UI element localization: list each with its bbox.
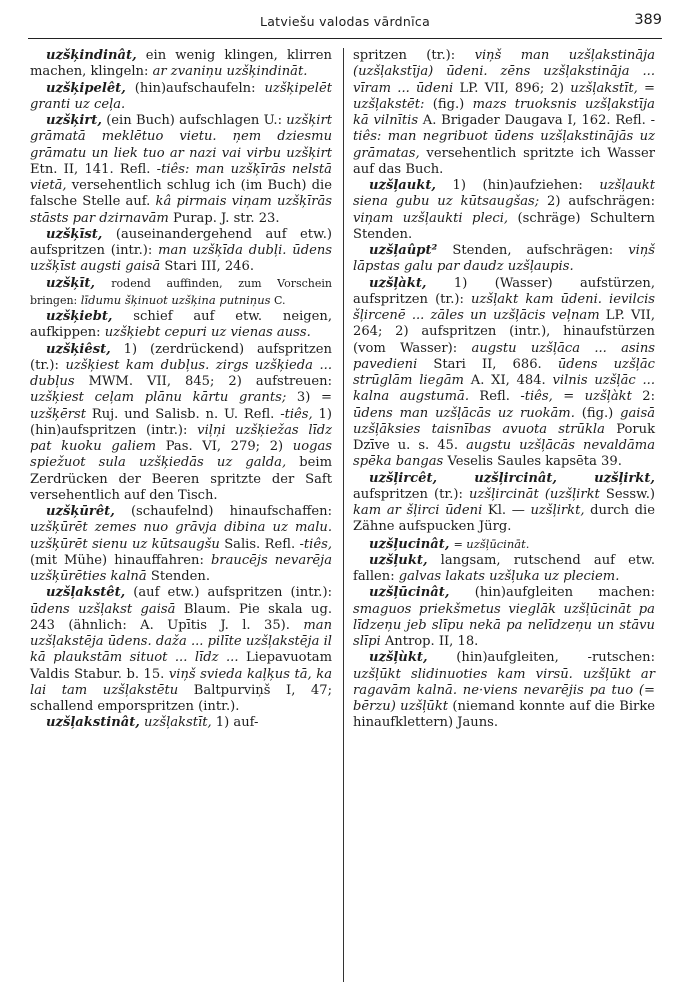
entry-gloss: Baltpurviņš I, 47; schallend emporspritzen (intr.).: [30, 682, 332, 714]
entry-headword: uzšļaukt,: [369, 178, 436, 193]
header-rule: [28, 38, 662, 39]
entry-headword: uzšļukt,: [369, 552, 428, 568]
entry-example: uzšķūrēt zemes nuo grāvja dibina uz malu. uzšķūrēt sienu uz kūtsaugšu: [30, 520, 332, 552]
entry-example: uzšķiest ceļam plānu kārtu grants;: [30, 390, 287, 406]
entry-gloss: 2:: [631, 389, 656, 405]
dictionary-entry: [30, 342, 332, 505]
entry-gloss: (hin)aufschaufeln:: [134, 80, 265, 96]
entry-example: galvas lakats uzšļuka uz pleciem.: [398, 569, 620, 584]
entry-gloss: Stenden.: [146, 569, 210, 584]
entry-gloss: Veselis Saules kapsēta 39.: [443, 454, 622, 470]
dictionary-entry: [30, 113, 332, 227]
entry-headword: uzšļircêt, uzšļircinât, uzšļirkt,: [369, 470, 655, 486]
entry-example: smaguos priekšmetus vieglāk uzšļūcināt pa līdzeņu jeb slīpu nekā pa nelīdzeņu un stāvu slīpi: [353, 601, 655, 649]
entry-example: man uzšķīda dubļi. ūdens uzšķīst augsti gaisā: [30, 243, 332, 275]
entry-gloss: beim Zerdrücken der Beeren spritzte der Saft versehentlich auf den Tisch.: [30, 455, 332, 503]
entry-gloss: versehentlich schlug ich (im Buch) die falsche Stelle auf.: [30, 178, 332, 210]
entry-example: uzšļàkt: [584, 389, 632, 405]
dictionary-entry: [353, 650, 655, 731]
entry-gloss: Refl.: [469, 389, 521, 405]
entry-gloss: Stari III, 246.: [160, 259, 254, 275]
entry-example: viņam uzšļaukti pleci,: [353, 210, 509, 226]
entry-example: kam ar šļirci ūdeni: [353, 503, 483, 518]
entry-headword: uzšķiebt,: [46, 309, 113, 324]
entry-example: uzšķipelēt granti uz ceļa.: [30, 80, 332, 112]
dictionary-entry: [30, 276, 332, 310]
dictionary-entry: [353, 553, 655, 586]
entry-gloss: Kl. —: [482, 503, 531, 518]
entry-gloss: 1) (zerdrückend) aufspritzen (tr.):: [30, 341, 332, 373]
entry-gloss: MWM. VII, 845; 2) aufstreuen:: [74, 374, 332, 389]
entry-example: gaisā uzšļāksies taisnības avuota strūkla: [353, 405, 655, 437]
entry-gloss: versehentlich spritzte ich Wasser auf das Buch.: [353, 145, 655, 177]
entry-headword: uzšķipelêt,: [46, 80, 126, 96]
entry-headword: uzšķirt,: [46, 113, 102, 128]
right-column: [353, 48, 655, 732]
entry-headword: uzšļūcinât,: [369, 585, 450, 601]
entry-gloss: (mit Mühe) hinauffahren:: [30, 552, 211, 568]
dictionary-entry: [353, 536, 655, 553]
dictionary-entry: [353, 178, 655, 243]
dictionary-entry: [30, 309, 332, 342]
entry-gloss: (hin)aufgleiten machen:: [474, 585, 655, 601]
entry-gloss: =: [453, 537, 467, 551]
entry-example: viļņi uzšķiežas līdz pat kuoku galiem: [30, 422, 332, 454]
entry-example: -tiês,: [520, 389, 553, 405]
dictionary-entry: [353, 471, 655, 536]
entry-example: viņš svieda kaļķus tā, ka lai tam uzšļakstētu: [30, 666, 332, 698]
page-header: [28, 12, 662, 34]
entry-gloss: LP. VII, 896; 2): [453, 80, 571, 96]
entry-gloss: rodend auffinden, zum Vorschein bringen:: [30, 276, 332, 307]
entry-example: uzšļūkt slidinuoties kam virsū. uzšļūkt ar ragavām kalnā. ne·viens nevarējis pa tuo (= bērzu) uzšļūkt: [353, 666, 655, 714]
entry-gloss: 1) (hin)aufspritzen (intr.):: [30, 406, 332, 438]
entry-gloss: A. Brigader Daugava I, 162. Refl.: [418, 113, 651, 128]
entry-gloss: =: [637, 80, 656, 96]
entry-gloss: (schräge) Schultern Stenden.: [353, 210, 655, 242]
entry-gloss: C.: [270, 293, 286, 307]
entry-gloss: =: [552, 389, 585, 405]
entry-headword: uzšļàkt,: [369, 275, 427, 291]
entry-headword: uzšķīt,: [46, 275, 95, 291]
entry-gloss: Purap. J. str. 23.: [168, 210, 280, 226]
dictionary-entry: [353, 585, 655, 650]
entry-example: ūdens uzšļāc strūglām liegām: [353, 356, 656, 388]
running-title: Latviešu valodas vārdnīca: [259, 14, 431, 29]
entry-gloss: LP. VII, 264; 2) aufspritzen (intr.), hinaufstürzen (vom Wasser):: [353, 308, 655, 356]
entry-example: augstu uzšļāca ... asins pavedieni: [353, 340, 655, 372]
entry-gloss: Stenden, aufschrägen:: [452, 243, 629, 258]
dictionary-entry: [30, 227, 332, 276]
entry-example: uzšļaukt siena gubu uz kūtsaugšas;: [353, 178, 655, 210]
entry-gloss: 2) aufschrägen:: [539, 194, 655, 210]
entry-gloss: (auseinandergehend auf etw.) aufspritzen (intr.):: [30, 226, 332, 258]
entry-gloss: aufspritzen (tr.):: [353, 486, 470, 502]
entry-example: mazs truoksnis uzšļakstīja kā vilnītis: [353, 96, 655, 128]
entry-headword: uzšļaûpt²: [369, 243, 438, 258]
entry-example: uogas spiežuot sula uzšķiedās uz galda,: [30, 439, 332, 471]
entry-gloss: Stari II, 686.: [417, 356, 558, 372]
entry-gloss: schief auf etw. neigen, aufkippen:: [30, 309, 332, 341]
entry-example: uzšļūcināt.: [466, 536, 530, 551]
entry-example: uzšķirt grāmatā meklētuo vietu. ņem dziesmu grāmatu un liek tuo ar nazi vai virbu uzšķirt: [30, 113, 332, 161]
dictionary-entry: [30, 504, 332, 585]
entry-headword: uzšķindinât,: [46, 48, 137, 63]
entry-example: uzšķiest kam dubļus. zirgs uzšķieda ... dubļus: [30, 357, 332, 389]
entry-example: -tiês,: [299, 536, 332, 552]
entry-example: braucējs nevarēja uzšķūrēties kalnā: [30, 552, 333, 584]
entry-gloss: ein wenig klingen, klirren machen, klingeln:: [30, 48, 332, 80]
entry-headword: uzšļakstêt,: [46, 585, 126, 601]
entry-gloss: Antrop. II, 18.: [380, 634, 479, 649]
entry-gloss: (auf etw.) aufspritzen (intr.):: [133, 585, 332, 601]
entry-gloss: spritzen (tr.):: [353, 48, 475, 63]
entry-example: uzšļircināt (uzšļirkt: [469, 486, 600, 502]
entry-gloss: durch die Zähne aufspucken Jürg.: [353, 503, 655, 535]
entry-gloss: (niemand konnte auf die Birke hinaufklettern) Jauns.: [353, 699, 656, 731]
entry-example: ūdens uzšļakst gaisā: [30, 601, 176, 617]
entry-example: kâ pirmais viņam uzšķīrās stāsts par dzirnavām: [30, 194, 332, 226]
entry-gloss: Pas. VI, 279; 2): [156, 439, 293, 454]
page-number: 389: [634, 12, 662, 28]
dictionary-entry: [353, 243, 655, 276]
entry-gloss: 3) =: [286, 390, 332, 406]
entry-gloss: (ein Buch) aufschlagen U.:: [106, 113, 287, 128]
entry-gloss: A. XI, 484.: [463, 373, 553, 388]
entry-gloss: langsam, rutschend auf etw. fallen:: [353, 552, 655, 584]
entry-gloss: Salis. Refl.: [219, 536, 300, 552]
entry-example: uzšļirkt,: [530, 503, 585, 518]
entry-example: uzšķiebt cepuri uz vienas auss.: [104, 325, 311, 341]
entry-gloss: Liepavuotam Valdis Stabur. b. 15.: [30, 650, 333, 682]
entry-example: augstu uzšļācās nevaldāma spēka bangas: [353, 438, 655, 470]
entry-example: uzšķērst: [30, 406, 86, 422]
entry-headword: uzšļùkt,: [369, 650, 428, 666]
dictionary-entry: [30, 715, 332, 731]
entry-example: -tiês: man uzšķīrās nelstā vietā,: [30, 161, 332, 193]
entry-gloss: 1) auf-: [211, 715, 259, 731]
entry-headword: uzšķūrêt,: [46, 504, 115, 519]
dictionary-entry: [30, 585, 332, 715]
entry-example: viņš man uzšļakstināja (uzšļakstīja) ūdeni. zēns uzšļakstināja ... vīram ... ūdeni: [353, 48, 655, 96]
entry-example: uzšļakstīt,: [570, 80, 638, 96]
entry-gloss: Etn. II, 141. Refl.: [30, 161, 157, 177]
entry-example: man uzšļakstēja ūdens. daža ... pilīte uzšļakstēja il kā plaukstām situot ... līdz ...: [30, 617, 332, 666]
dictionary-entry: [30, 81, 332, 114]
entry-gloss: Sessw.): [599, 486, 655, 502]
entry-headword: uzšļucinât,: [369, 536, 450, 552]
entry-gloss: 1) (Wasser) aufstürzen, aufspritzen (tr.):: [353, 275, 655, 307]
entry-headword: uzšļakstinât,: [46, 715, 140, 731]
dictionary-entry: [353, 276, 655, 471]
dictionary-entry: [353, 48, 655, 178]
entry-example: ūdens man uzšļācās uz ruokām.: [353, 405, 575, 421]
left-column: [30, 48, 332, 732]
entry-example: viņš lāpstas galu par daudz uzšļaupis.: [353, 243, 656, 275]
entry-gloss: 1) (hin)aufziehen:: [452, 178, 600, 193]
entry-gloss: (schaufelnd) hinaufschaffen:: [130, 504, 332, 519]
entry-example: uzšļakstēt:: [353, 96, 425, 112]
dictionary-entry: [30, 48, 332, 81]
entry-example: līdumu šķinuot uzšķina putniņus: [80, 292, 271, 307]
column-divider: [343, 48, 344, 982]
entry-headword: uzšķīst,: [46, 226, 103, 242]
entry-example: ar zvaniņu uzšķindināt.: [152, 64, 308, 80]
entry-gloss: (hin)aufgleiten, -rutschen:: [456, 650, 655, 666]
entry-headword: uzšķiêst,: [46, 341, 111, 357]
entry-example: -tiês: man negribuot ūdens uzšļakstinājās uz grāmatas,: [353, 113, 655, 161]
entry-gloss: (fig.): [424, 96, 473, 112]
entry-gloss: Poruk Dzīve u. s. 45.: [353, 421, 655, 453]
entry-gloss: Blaum. Pie skala ug. 243 (ähnlich: A. Upītis J. l. 35).: [30, 601, 332, 633]
entry-example: uzšļakstīt,: [144, 715, 212, 731]
entry-gloss: Ruj. und Salisb. n. U. Refl.: [85, 406, 281, 422]
entry-example: vilnis uzšļāc ... kalna augstumā.: [353, 373, 656, 405]
entry-example: uzšļakt kam ūdeni. ievilcis šļircenē ... zāles un uzšļācis veļnam: [353, 291, 655, 323]
entry-gloss: (fig.): [574, 405, 621, 421]
entry-example: -tiês,: [280, 406, 313, 422]
